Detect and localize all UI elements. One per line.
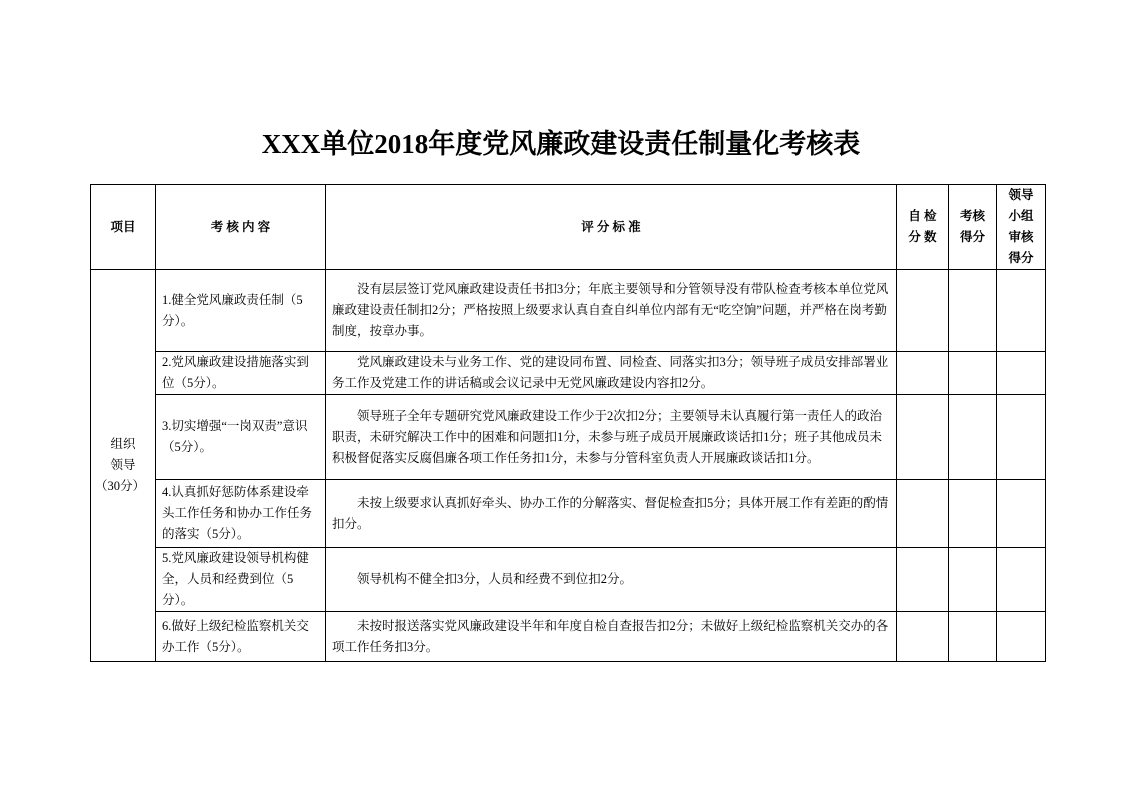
leader-score-cell[interactable]: [997, 548, 1046, 612]
content-cell: 5.党风廉政建设领导机构健全，人员和经费到位（5分）。: [156, 548, 326, 612]
self-score-cell[interactable]: [897, 480, 949, 548]
standard-cell: 没有层层签订党风廉政建设责任书扣3分；年底主要领导和分管领导没有带队检查考核本单位党风廉政建设责任制扣2分；严格按照上级要求认真自查自纠单位内部有无“吃空饷”问题，并严格在岗考勤制度，按章办事。: [326, 270, 897, 352]
leader-score-cell[interactable]: [997, 612, 1046, 662]
content-cell: 1.健全党风廉政责任制（5分）。: [156, 270, 326, 352]
exam-score-cell[interactable]: [949, 480, 997, 548]
header-exam-score: 考核得分: [949, 185, 997, 270]
header-content: 考 核 内 容: [156, 185, 326, 270]
leader-score-cell[interactable]: [997, 270, 1046, 352]
self-score-cell[interactable]: [897, 612, 949, 662]
leader-score-cell[interactable]: [997, 480, 1046, 548]
self-score-cell[interactable]: [897, 270, 949, 352]
table-row: [91, 480, 1046, 548]
header-self-score: 自 检 分 数: [897, 185, 949, 270]
page-title: XXX单位2018年度党风廉政建设责任制量化考核表: [261, 129, 861, 159]
self-score-cell[interactable]: [897, 395, 949, 480]
category-score: （30分）: [95, 479, 146, 493]
standard-cell: 未按上级要求认真抓好牵头、协办工作的分解落实、督促检查扣5分；具体开展工作有差距的酌情扣分。: [326, 480, 897, 548]
table-row: [91, 395, 1046, 480]
self-score-cell[interactable]: [897, 548, 949, 612]
assessment-table: [90, 184, 1046, 662]
content-cell: 2.党风廉政建设措施落实到位（5分）。: [156, 352, 326, 395]
standard-cell: 未按时报送落实党风廉政建设半年和年度自检自查报告扣2分；未做好上级纪检监察机关交办的各项工作任务扣3分。: [326, 612, 897, 662]
category-cell: [91, 270, 156, 662]
exam-score-cell[interactable]: [949, 352, 997, 395]
standard-cell: 领导机构不健全扣3分，人员和经费不到位扣2分。: [326, 548, 897, 612]
header-row: [91, 185, 1046, 270]
table-row: [91, 270, 1046, 352]
exam-score-cell[interactable]: [949, 395, 997, 480]
exam-score-cell[interactable]: [949, 548, 997, 612]
exam-score-cell[interactable]: [949, 270, 997, 352]
content-cell: 3.切实增强“一岗双责”意识（5分）。: [156, 395, 326, 480]
table-row: [91, 612, 1046, 662]
leader-score-cell[interactable]: [997, 395, 1046, 480]
standard-cell: 领导班子全年专题研究党风廉政建设工作少于2次扣2分；主要领导未认真履行第一责任人的政治职责，未研究解决工作中的困难和问题扣1分，未参与班子成员开展廉政谈话扣1分；班子其他成员未积极督促落实反腐倡廉各项工作任务扣1分，未参与分管科室负责人开展廉政谈话扣1分。: [326, 395, 897, 480]
exam-score-cell[interactable]: [949, 612, 997, 662]
leader-score-cell[interactable]: [997, 352, 1046, 395]
self-score-cell[interactable]: [897, 352, 949, 395]
header-leader-score: 领导小组审核得分: [997, 185, 1046, 270]
content-cell: 4.认真抓好惩防体系建设牵头工作任务和协办工作任务的落实（5分）。: [156, 480, 326, 548]
table-row: [91, 352, 1046, 395]
standard-cell: 党风廉政建设未与业务工作、党的建设同布置、同检查、同落实扣3分；领导班子成员安排部署业务工作及党建工作的讲话稿或会议记录中无党风廉政建设内容扣2分。: [326, 352, 897, 395]
header-item: 项目: [91, 185, 156, 270]
header-standard: 评 分 标 准: [326, 185, 897, 270]
table-row: [91, 548, 1046, 612]
category-name: 组织领导: [110, 437, 136, 472]
content-cell: 6.做好上级纪检监察机关交办工作（5分）。: [156, 612, 326, 662]
